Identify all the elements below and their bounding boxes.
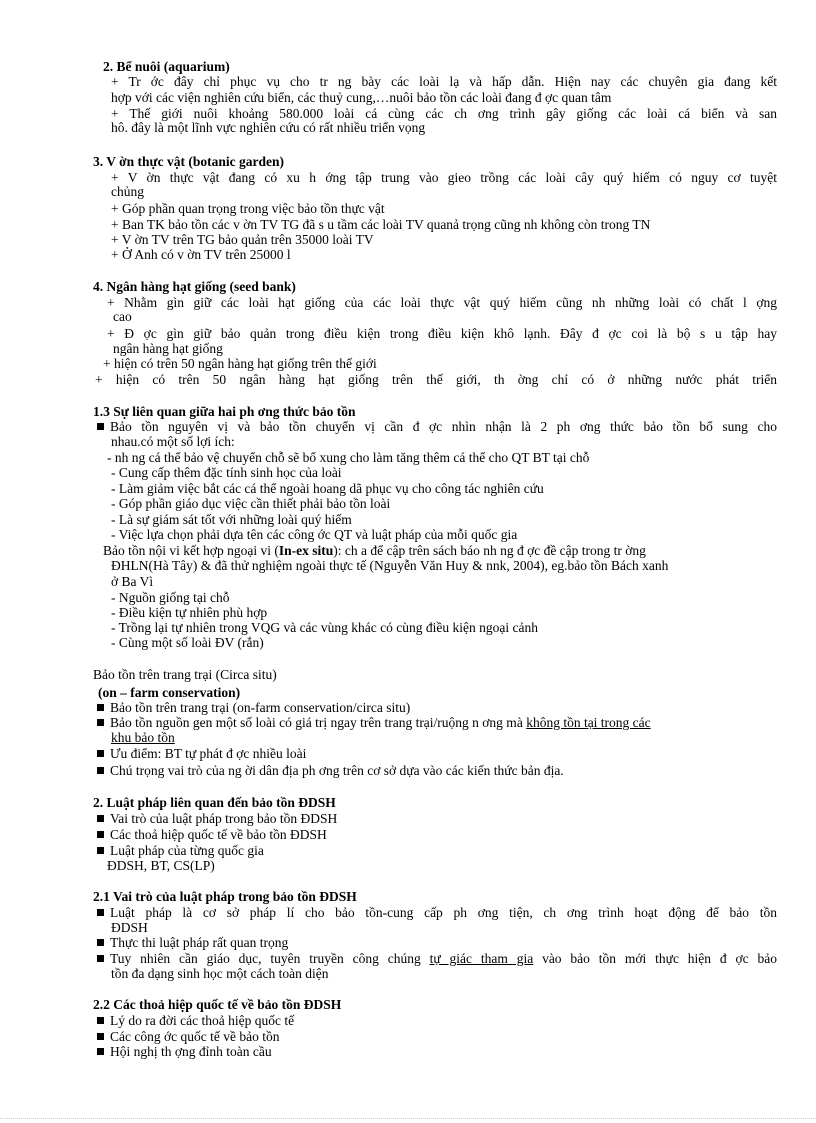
heading-relation: 1.3 Sự liên quan giữa hai ph ơng thức bảo tồn — [93, 404, 356, 419]
relation-inex-item-1: - Nguồn giống tại chỗ — [111, 590, 230, 605]
circa-bullet-2 — [97, 716, 651, 730]
circa-bullet-3 — [97, 747, 306, 761]
role-bullet-1-cont: ĐDSH — [111, 920, 148, 935]
seedbank-line-3: + Đ ợc gìn giữ bảo quản trong điều kiện trong điều kiện khô lạnh. Đây đ ợc coi là bộ s u tập hay — [107, 326, 777, 341]
circa-bullet-2-cont: khu bảo tồn — [111, 730, 175, 745]
bullet-square-icon — [97, 939, 104, 946]
role-bullet-3 — [97, 952, 777, 966]
relation-dash-1: - nh ng cá thể bảo vệ chuyển chỗ sẽ bổ xung cho làm tăng thêm cá thể cho QT BT tại chỗ — [107, 450, 590, 465]
relation-inex-item-3: - Trồng lại tự nhiên trong VQG và các vùng khác có cùng điều kiện ngoại cảnh — [111, 620, 538, 635]
bullet-square-icon — [97, 831, 104, 838]
circa-bullet-1-text: Bảo tồn trên trang trại (on-farm conservation/circa situ) — [110, 700, 411, 715]
role-bullet-3-text-end: vào bảo tồn mới thực hiện đ ợc bảo — [533, 951, 777, 966]
circa-bullet-4 — [97, 764, 564, 778]
heading-botanic-garden: 3. V ờn thực vật (botanic garden) — [93, 154, 284, 169]
role-bullet-1 — [97, 906, 777, 920]
bullet-square-icon — [97, 815, 104, 822]
heading-seed-bank: 4. Ngân hàng hạt giống (seed bank) — [93, 279, 296, 294]
role-bullet-1-text: Luật pháp là cơ sở pháp lí cho bảo tồn-cung cấp ph ơng tiện, ch ơng trình hoạt động để bảo tồn — [110, 905, 777, 920]
role-bullet-3-text: Tuy nhiên cần giáo dục, tuyên truyền công chúng — [110, 951, 430, 966]
seedbank-line-2: cao — [113, 309, 132, 324]
relation-dash-5: - Là sự giám sát tốt với những loài quý hiếm — [111, 512, 352, 527]
relation-inex-item-4: - Cùng một số loài ĐV (rắn) — [111, 635, 264, 650]
bullet-square-icon — [97, 767, 104, 774]
seedbank-line-5: + hiện có trên 50 ngân hàng hạt giống trên thế giới — [103, 356, 377, 371]
seedbank-line-6: + hiện có trên 50 ngân hàng hạt giống trên thế giới, th ờng chỉ có ở những nước phát triển — [95, 372, 777, 387]
law-tail: ĐDSH, BT, CS(LP) — [107, 858, 215, 873]
relation-bullet-1 — [97, 420, 777, 434]
circa-bullet-2-text: Bảo tồn nguồn gen một số loài có giá trị ngay trên trang trại/ruộng n ơng mà — [110, 715, 527, 730]
circa-bullet-1 — [97, 701, 410, 715]
role-bullet-2-text: Thực thi luật pháp rất quan trọng — [110, 935, 289, 950]
relation-dash-4: - Góp phần giáo dục việc cần thiết phải bảo tồn loài — [111, 496, 391, 511]
bullet-square-icon — [97, 1033, 104, 1040]
heading-aquarium: 2. Bể nuôi (aquarium) — [103, 59, 230, 74]
circa-bullet-4-text: Chú trọng vai trò của ng ời dân địa ph ơng trên cơ sở dựa vào các kiến thức bản địa. — [110, 763, 564, 778]
inex-suffix: ): ch a để cập trên sách báo nh ng đ ợc đề cập trong tr ờng — [333, 543, 646, 558]
bullet-square-icon — [97, 955, 104, 962]
bullet-square-icon — [97, 1017, 104, 1024]
inex-term: In-ex situ — [278, 543, 334, 558]
intl-bullet-3 — [97, 1045, 272, 1059]
bullet-square-icon — [97, 423, 104, 430]
law-bullet-2 — [97, 828, 327, 842]
bullet-square-icon — [97, 750, 104, 757]
bullet-square-icon — [97, 909, 104, 916]
botanic-line-1: + V ờn thực vật đang có xu h ớng tập trung vào gieo trồng các loài cây quý hiếm có nguy cơ tuyệt — [111, 170, 777, 185]
relation-bullet-1-text: Bảo tồn nguyên vị và bảo tồn chuyển vị cần đ ợc nhìn nhận là 2 ph ơng thức bảo tồn bổ sung cho — [110, 419, 777, 434]
heading-role-of-law: 2.1 Vai trò của luật pháp trong bảo tồn ĐDSH — [93, 889, 357, 904]
role-bullet-3-underlined: tự giác tham gia — [429, 951, 534, 966]
law-bullet-3-text: Luật pháp của từng quốc gia — [110, 843, 264, 858]
relation-inex-line-1 — [103, 544, 646, 558]
intl-bullet-2-text: Các công ớc quốc tế về bảo tồn — [110, 1029, 280, 1044]
relation-inex-line-2: ĐHLN(Hà Tây) & đã thử nghiệm ngoài thực tế (Nguyễn Văn Huy & nnk, 2004), eg.bảo tồn Bách xanh — [111, 558, 669, 573]
relation-dash-6: - Việc lựa chọn phải dựa tên các công ớc QT và luật pháp của mỗi quốc gia — [111, 527, 518, 542]
botanic-line-2: chủng — [111, 184, 144, 199]
page-bottom-divider — [0, 1118, 816, 1119]
aquarium-line-3: + Thế giới nuôi khoảng 580.000 loài cá cùng các ch ơng trình gây giống các loài cá biển và san — [111, 106, 777, 121]
aquarium-line-2: hợp với các viện nghiên cứu biển, các thuỷ cung,…nuôi bảo tồn các loài đang đ ợc quan tâm — [111, 90, 612, 105]
circa-bullet-2-underlined: không tồn tại trong các — [526, 715, 651, 730]
aquarium-line-1: + Tr ớc đây chỉ phục vụ cho tr ng bày các loài lạ và hấp dẫn. Hiện nay các chuyên gia đang kết — [111, 74, 777, 89]
intl-bullet-3-text: Hội nghị th ợng đỉnh toàn cầu — [110, 1044, 272, 1059]
relation-dash-2: - Cung cấp thêm đặc tính sinh học của loài — [111, 465, 342, 480]
botanic-line-3: + Góp phần quan trọng trong việc bảo tồn thực vật — [111, 201, 385, 216]
seedbank-line-4: ngân hàng hạt giống — [113, 341, 223, 356]
relation-inex-line-3: ở Ba Vì — [111, 574, 154, 589]
heading-circa-situ: Bảo tồn trên trang trại (Circa situ) — [93, 667, 277, 682]
bullet-square-icon — [97, 1048, 104, 1055]
relation-bullet-1-cont: nhau.có một số lợi ích: — [111, 434, 235, 449]
subheading-on-farm: (on – farm conservation) — [98, 685, 241, 700]
circa-bullet-3-text: Ưu điểm: BT tự phát đ ợc nhiều loài — [110, 746, 307, 761]
botanic-line-5: + V ờn TV trên TG bảo quản trên 35000 loài TV — [111, 232, 374, 247]
bullet-square-icon — [97, 847, 104, 854]
seedbank-line-1: + Nhằm gìn giữ các loài hạt giống của các loài thực vật quý hiếm cũng nh những loài có chất l ợng — [107, 295, 777, 310]
law-bullet-3 — [97, 844, 264, 858]
inex-prefix: Bảo tồn nội vi kết hợp ngoại vi ( — [103, 543, 279, 558]
role-bullet-2 — [97, 936, 288, 950]
law-bullet-1 — [97, 812, 337, 826]
bullet-square-icon — [97, 704, 104, 711]
intl-bullet-2 — [97, 1030, 279, 1044]
botanic-line-4: + Ban TK bảo tồn các v ờn TV TG đã s u tầm các loài TV quanả trọng cũng nh không còn trong TN — [111, 217, 651, 232]
heading-intl-agreements: 2.2 Các thoả hiệp quốc tế về bảo tồn ĐDSH — [93, 997, 342, 1012]
relation-dash-3: - Làm giảm việc bắt các cá thể ngoài hoang dã phục vụ cho công tác nghiên cứu — [111, 481, 544, 496]
relation-inex-item-2: - Điều kiện tự nhiên phù hợp — [111, 605, 268, 620]
law-bullet-1-text: Vai trò của luật pháp trong bảo tồn ĐDSH — [110, 811, 338, 826]
bullet-square-icon — [97, 719, 104, 726]
botanic-line-6: + Ở Anh có v ờn TV trên 25000 l — [111, 247, 291, 262]
law-bullet-2-text: Các thoả hiệp quốc tế về bảo tồn ĐDSH — [110, 827, 327, 842]
heading-law: 2. Luật pháp liên quan đến bảo tồn ĐDSH — [93, 795, 336, 810]
aquarium-line-4: hô. đây là một lĩnh vực nghiên cứu có rất nhiều triển vọng — [111, 120, 426, 135]
role-bullet-3-cont: tồn đa dạng sinh học một cách toàn diện — [111, 966, 329, 981]
intl-bullet-1-text: Lý do ra đời các thoả hiệp quốc tế — [110, 1013, 295, 1028]
intl-bullet-1 — [97, 1014, 294, 1028]
